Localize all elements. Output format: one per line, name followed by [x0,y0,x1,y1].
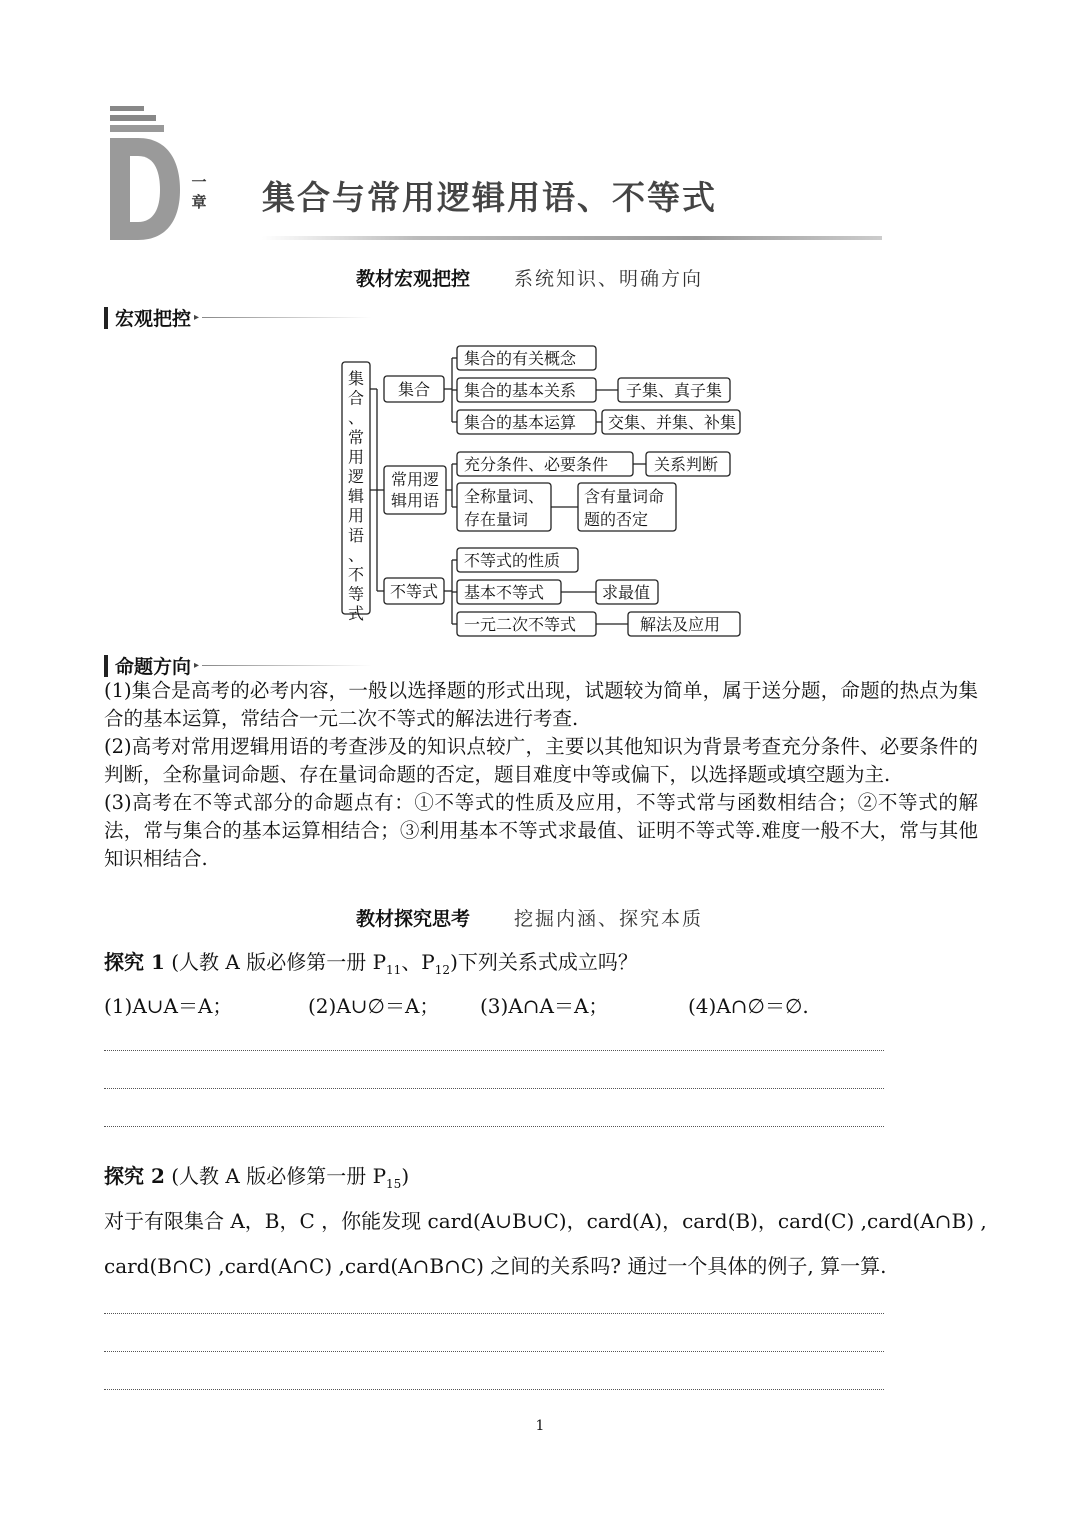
branch-sets: 集合 [397,380,431,399]
answer-line[interactable] [104,1126,884,1127]
direction-paragraph-3: (3)高考在不等式部分的命题点有：①不等式的性质及应用，不等式常与函数相结合；②不等式的解法，常与集合的基本运算相结合；③利用基本不等式求最值、证明不等式等.难度一般不大，常与其他知识相结合. [104,791,978,870]
chapter-number: 一 章 [191,173,207,211]
answer-line[interactable] [104,1389,884,1390]
direction-paragraph-1: (1)集合是高考的必考内容，一般以选择题的形式出现，试题较为简单，属于送分题，命题的热点为集合的基本运算，常结合一元二次不等式的解法进行考查. [104,679,978,730]
node-basic-inequality: 基本不等式 [464,583,545,602]
node-quantifier-line2: 存在量词 [464,510,529,529]
node-max-min: 求最值 [602,583,651,602]
node-relation-judgement: 关系判断 [654,455,719,474]
mindmap-root: 集合、常用逻辑用语、不等式 [347,369,365,624]
chapter-title: 集合与常用逻辑用语、不等式 [262,178,717,217]
node-negation-line1: 含有量词命 [584,487,665,506]
section-title-macro: 教材宏观把控 系统知识、明确方向 [356,268,704,290]
answer-line[interactable] [104,1050,884,1051]
node-quadratic-inequality: 一元二次不等式 [464,615,577,634]
node-subset: 子集、真子集 [626,381,723,400]
explore-1-item-2: (2)A∪∅＝A； [308,994,440,1018]
knowledge-mindmap [330,340,760,640]
node-inequality-property: 不等式的性质 [464,551,561,570]
explore-2-line-2: card(B∩C) ,card(A∩C) ,card(A∩B∩C) 之间的关系吗? 通过一个具体的例子, 算一算. [104,1254,887,1278]
node-quantifier-line1: 全称量词、 [464,487,545,506]
node-set-operation: 集合的基本运算 [464,413,577,432]
node-conditions: 充分条件、必要条件 [464,455,609,474]
answer-line[interactable] [104,1313,884,1314]
explore-2-title: 探究 2 (人教 A 版必修第一册 $P_{15}$) [104,1164,410,1191]
node-set-relation: 集合的基本关系 [464,381,577,400]
branch-inequality: 不等式 [389,582,439,601]
node-negation-line2: 题的否定 [584,510,649,529]
answer-line[interactable] [104,1088,884,1089]
explore-1-item-4: (4)A∩∅＝∅. [688,994,809,1018]
heading-exam-direction: 命题方向 ▸ [104,652,372,679]
exam-direction-text [104,677,978,873]
direction-paragraph-2: (2)高考对常用逻辑用语的考查涉及的知识点较广，主要以其他知识为背景考查充分条件、必要条件的判断，全称量词命题、存在量词命题的否定，题目难度中等或偏下，以选择题或填空题为主. [104,735,978,786]
branch-logic-line2: 辑用语 [390,491,440,510]
explore-1-item-3: (3)A∩A＝A； [480,994,609,1018]
node-intersection-union: 交集、并集、补集 [608,413,737,432]
chapter-logo-icon [108,106,188,242]
node-solution-application: 解法及应用 [640,615,721,634]
branch-logic-line1: 常用逻 [390,470,440,489]
explore-1-item-1: (1)A∪A＝A； [104,994,233,1018]
explore-2-line-1: 对于有限集合 A，B，C ，你能发现 card(A∪B∪C)，card(A)，card(B)，card(C) ,card(A∩B) , [104,1209,987,1233]
page-number: 1 [535,1418,545,1434]
node-set-concept: 集合的有关概念 [464,349,577,368]
answer-line[interactable] [104,1351,884,1352]
heading-macro-control: 宏观把控 ▸ [104,304,372,331]
section-title-explore: 教材探究思考 挖掘内涵、探究本质 [356,908,704,930]
chapter-title-rule [262,236,882,240]
explore-1-title: 探究 1 (人教 A 版必修第一册 $P_{11}$、$P_{12}$)下列关系式成立吗？ [104,950,638,977]
